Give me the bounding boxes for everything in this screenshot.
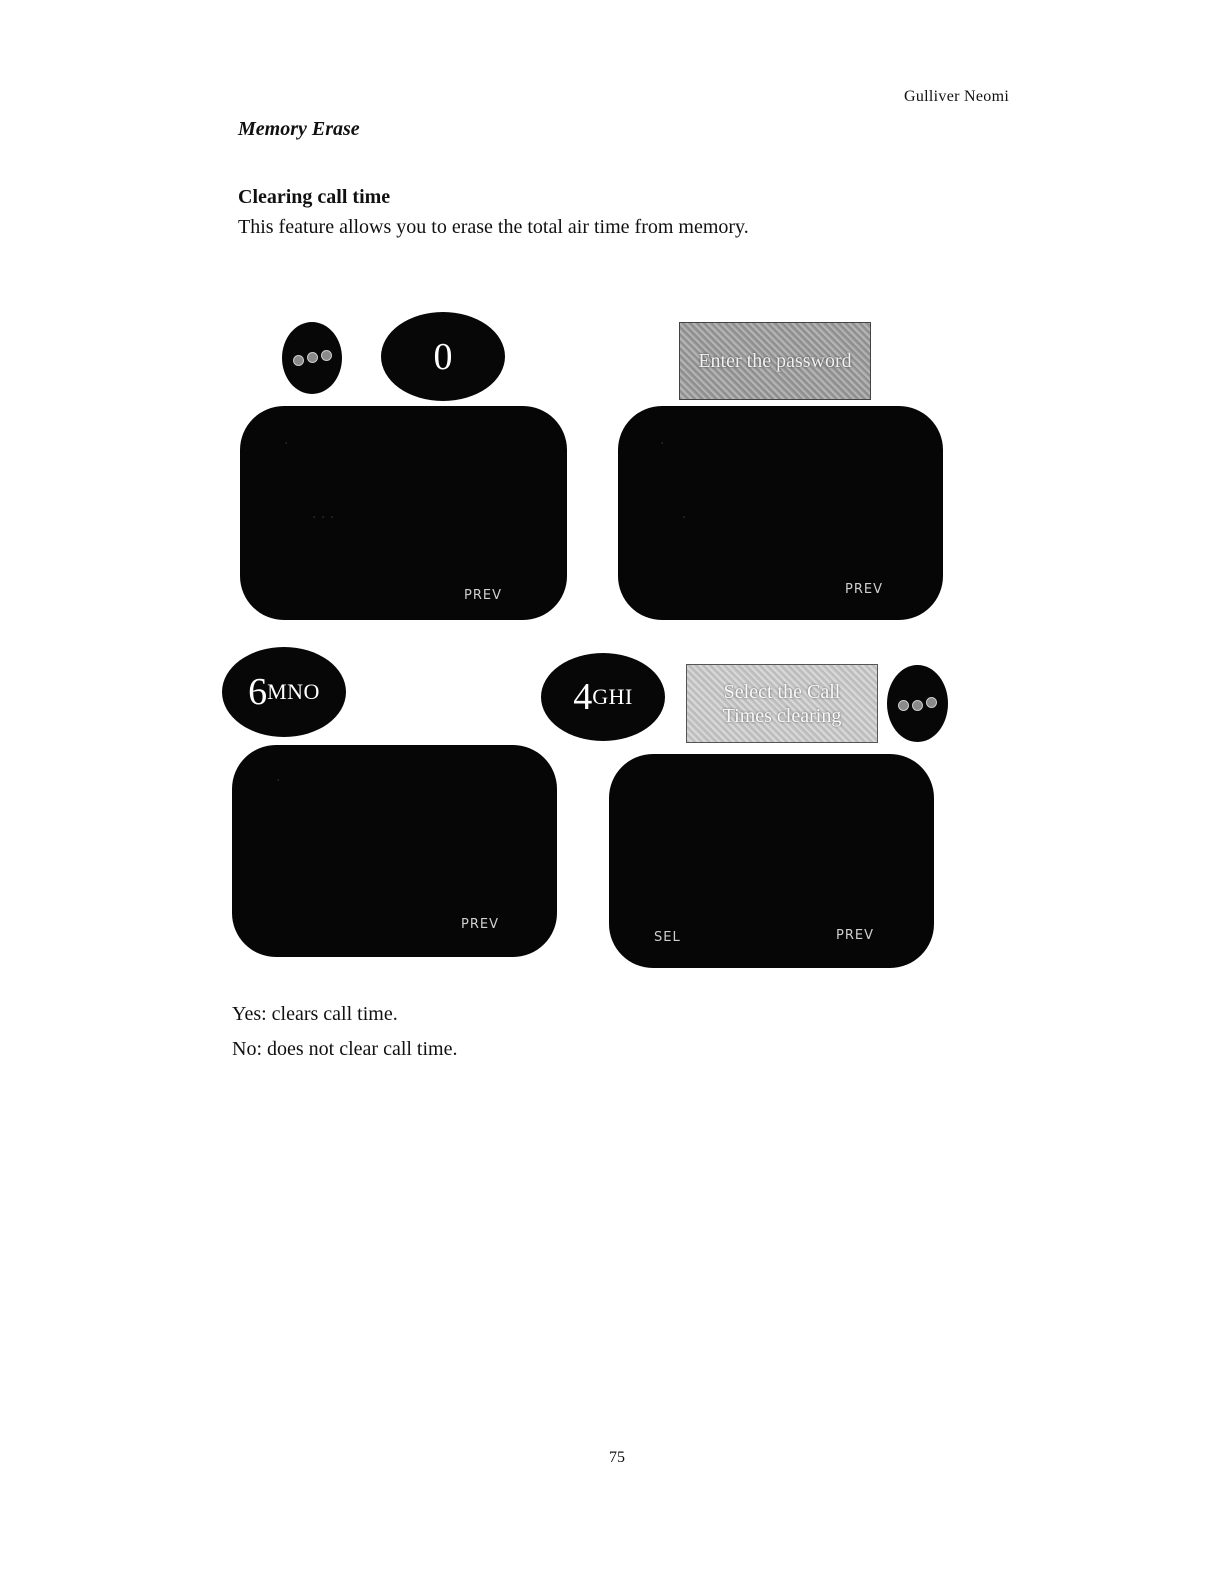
key-0-icon <box>381 312 505 401</box>
key-6-letters: MNO <box>267 679 320 704</box>
page-number: 75 <box>609 1449 625 1466</box>
note-yes: Yes: clears call time. <box>232 1003 398 1025</box>
sub-heading: Clearing call time <box>238 186 391 208</box>
dot-icon <box>321 350 332 361</box>
status-icon: · <box>276 773 281 789</box>
faint-screen-text: · · · <box>312 510 335 526</box>
section-title: Memory Erase <box>238 118 360 140</box>
status-icon: · <box>284 436 289 452</box>
dot-icon <box>926 697 937 708</box>
faint-screen-text: · <box>682 510 687 526</box>
intro-text: This feature allows you to erase the total air time from memory. <box>238 216 749 238</box>
phone-screen-2 <box>618 406 943 620</box>
status-icon: · <box>660 436 665 452</box>
softkey-prev: PREV <box>461 917 499 932</box>
softkey-prev: PREV <box>464 588 502 603</box>
dot-icon <box>307 352 318 363</box>
header-author-name: Gulliver Neomi <box>904 88 1010 105</box>
password-prompt-text: Enter the password <box>698 349 852 372</box>
dot-icon <box>898 700 909 711</box>
softkey-prev: PREV <box>845 582 883 597</box>
softkey-sel: SEL <box>654 930 681 945</box>
note-no: No: does not clear call time. <box>232 1038 458 1060</box>
key-6-digit: 6 <box>248 671 268 713</box>
menu-key-icon <box>282 322 342 394</box>
softkey-prev: PREV <box>836 928 874 943</box>
dot-icon <box>293 355 304 366</box>
key-4-digit: 4 <box>573 676 593 718</box>
phone-screen-3 <box>232 745 557 957</box>
dot-icon <box>912 700 923 711</box>
key-0-digit: 0 <box>433 335 453 378</box>
key-6-icon <box>222 647 346 737</box>
key-4-icon <box>541 653 665 741</box>
password-prompt-banner <box>679 322 871 400</box>
phone-screen-1 <box>240 406 567 620</box>
select-banner-line-2: Times clearing <box>722 704 842 727</box>
menu-key-icon <box>887 665 948 742</box>
key-4-letters: GHI <box>592 684 633 709</box>
phone-screen-4 <box>609 754 934 968</box>
select-banner-line-1: Select the Call <box>723 680 841 703</box>
select-call-times-banner <box>686 664 878 743</box>
